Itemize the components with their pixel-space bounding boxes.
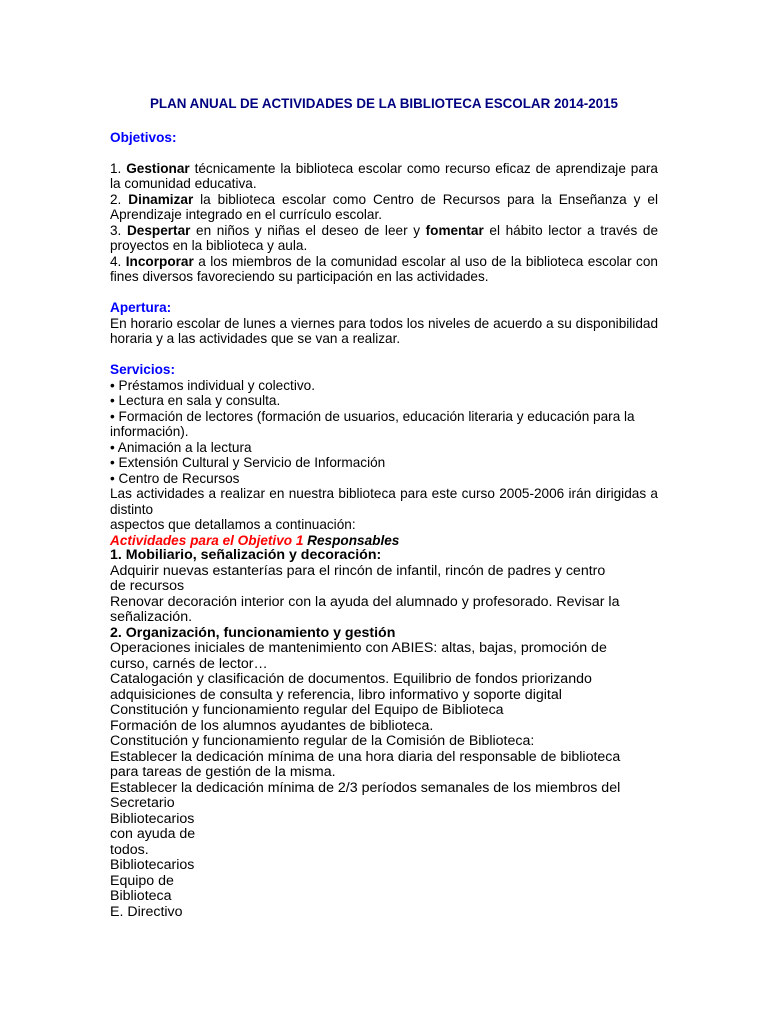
section2-line: Biblioteca [110,888,172,904]
section2-line: Operaciones iniciales de mantenimiento con ABIES: altas, bajas, promoción de [110,640,607,656]
apertura-text: En horario escolar de lunes a viernes para todos los niveles de acuerdo a su disponibilidad horaria y a las actividades que se van a realizar. [110,315,658,346]
servicio-item-2: • Lectura en sala y consulta. [110,393,281,408]
servicio-item-5: • Extensión Cultural y Servicio de Información [110,455,386,470]
section2-line: E. Directivo [110,903,183,920]
section2-line: adquisiciones de consulta y referencia, libro informativo y soporte digital [110,686,562,703]
section2-line: Formación de los alumnos ayudantes de biblioteca. [110,717,434,734]
servicio-item-3: • Formación de lectores (formación de usuarios, educación literaria y educación para la información). [110,408,635,439]
section1-line: señalización. [110,609,193,625]
servicios-heading: Servicios: [110,362,175,377]
section2-line: todos. [110,841,149,858]
section2-line: Establecer la dedicación mínima de una hora diaria del responsable de biblioteca [110,748,621,765]
section1-line: de recursos [110,578,185,594]
section2-line: Equipo de [110,872,174,889]
servicios-intro-continued: aspectos que detallamos a continuación: [110,517,356,532]
section2-line: Constitución y funcionamiento regular del Equipo de Biblioteca [110,702,504,718]
section1-heading: 1. Mobiliario, señalización y decoración: [110,547,382,563]
section1-line: Renovar decoración interior con la ayuda del alumnado y profesorado. Revisar la [110,593,620,610]
section2-line: para tareas de gestión de la misma. [110,764,336,780]
objetivos-heading: Objetivos: [110,129,177,145]
section2-line: Catalogación y clasificación de documentos. Equilibrio de fondos priorizando [110,671,592,687]
objetivo-item-2: 2. Dinamizar la biblioteca escolar como Centro de Recursos para la Enseñanza y el Aprendizaje integrado en el currículo escolar. [110,191,658,222]
section2-line: Establecer la dedicación mínima de 2/3 períodos semanales de los miembros del [110,779,621,796]
actividades-heading-responsables: Responsables [303,532,400,548]
section2-line: Secretario [110,795,175,811]
section2-line: curso, carnés de lector… [110,655,268,672]
objetivo-item-3: 3. Despertar en niños y niñas el deseo de leer y fomentar el hábito lector a través de proyectos en la biblioteca y aula. [110,222,659,253]
section2-line: Bibliotecarios [110,810,195,827]
section2-line: Bibliotecarios [110,857,195,873]
section1-line: Adquirir nuevas estanterías para el rincón de infantil, rincón de padres y centro [110,562,606,579]
objetivo-item-1: 1. Gestionar técnicamente la biblioteca escolar como recurso eficaz de aprendizaje para la comunidad educativa. [110,160,658,191]
actividades-body [110,548,658,920]
servicio-item-6: • Centro de Recursos [110,470,240,486]
section2-line: con ayuda de [110,826,196,842]
actividades-heading-red: Actividades para el Objetivo 1 [110,532,304,548]
section2-line: Constitución y funcionamiento regular de la Comisión de Biblioteca: [110,733,535,749]
servicios-intro: Las actividades a realizar en nuestra biblioteca para este curso 2005-2006 irán dirigidas a distinto [110,486,658,517]
servicio-item-1: • Préstamos individual y colectivo. [110,377,315,393]
servicio-item-4: • Animación a la lectura [110,439,252,455]
document-title: PLAN ANUAL DE ACTIVIDADES DE LA BIBLIOTECA ESCOLAR 2014-2015 [150,96,618,111]
actividades-heading [110,533,658,549]
apertura-heading: Apertura: [110,300,172,315]
section2-heading: 2. Organización, funcionamiento y gestión [110,624,396,641]
objetivo-item-4: 4. Incorporar a los miembros de la comunidad escolar al uso de la biblioteca escolar con fines diversos favoreciendo su participación en las actividades. [110,253,658,284]
